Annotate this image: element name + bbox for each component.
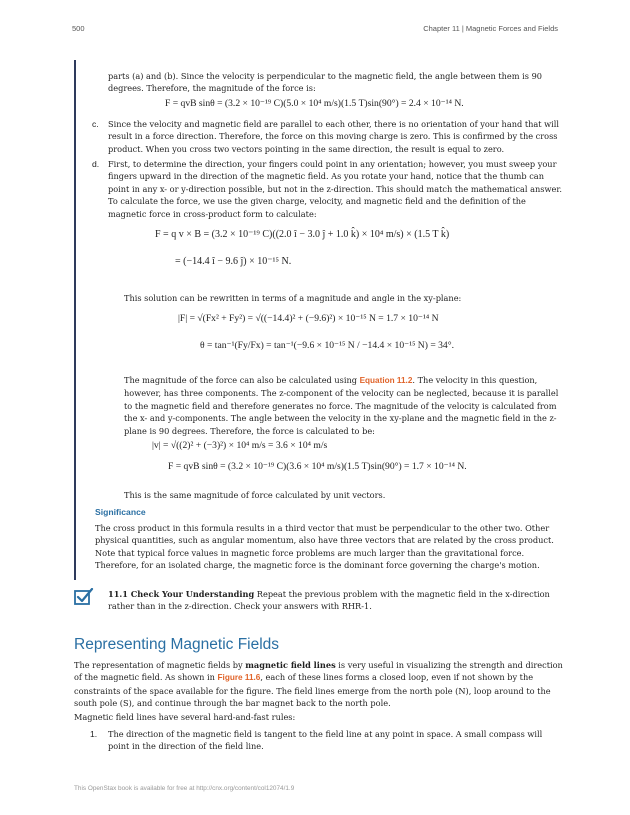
- list-item-marker: 1.: [90, 729, 98, 739]
- part-c: [92, 118, 563, 155]
- check-understanding-label: 11.1 Check Your Understanding: [108, 589, 255, 599]
- p1-text-b: is very useful in visualizing the strength and direction of the magnetic field. As shown in: [74, 660, 563, 683]
- section-title: Representing Magnetic Fields: [74, 636, 280, 653]
- part-d: [92, 158, 563, 220]
- part-c-text: Since the velocity and magnetic field are parallel to each other, there is no orientation of your hand that will result in a force direction. Therefore, the force on this moving charge is zero. This is confirmed by the cross product. When you cross two vectors pointing in the same direction, the result is equal to zero.: [108, 119, 560, 154]
- part-d-marker: d.: [92, 159, 100, 169]
- page-header: [72, 24, 558, 38]
- section-paragraph-2: Magnetic field lines have several hard-and-fast rules:: [74, 712, 296, 722]
- rewrite-text: This solution can be rewritten in terms of a magnitude and angle in the xy-plane:: [124, 293, 462, 303]
- equation-11-2-link[interactable]: Equation 11.2: [359, 376, 413, 385]
- page-footer: This OpenStax book is available for free at http://cnx.org/content/col12074/1.9: [74, 785, 295, 792]
- example-sidebar-rule: [74, 60, 76, 580]
- equation-force-b: F = qvB sinθ = (3.2 × 10⁻¹⁹ C)(5.0 × 10⁴ m/s)(1.5 T)sin(90°) = 2.4 × 10⁻¹⁴ N.: [165, 98, 464, 109]
- section-paragraph-1: [74, 659, 563, 710]
- check-understanding-text: Repeat the previous problem with the magnetic field in the x-direction rather than in the z-direction. Check your answers with RHR-1.: [108, 589, 550, 612]
- chapter-title: Chapter 11 | Magnetic Forces and Fields: [423, 24, 558, 33]
- significance-heading: Significance: [95, 507, 146, 517]
- list-item-text: The direction of the magnetic field is tangent to the field line at any point in space. A small compass will point in the direction of the field line.: [108, 729, 543, 752]
- check-understanding-icon: [74, 588, 94, 606]
- closing-text: This is the same magnitude of force calculated by unit vectors.: [124, 490, 386, 500]
- magnitude-paragraph: [124, 374, 563, 437]
- magnitude-text-1: The magnitude of the force can also be calculated using: [124, 375, 360, 385]
- equation-magnitude: |F| = √(Fx² + Fy²) = √((−14.4)² + (−9.6)²) × 10⁻¹⁵ N = 1.7 × 10⁻¹⁴ N: [178, 313, 439, 324]
- p1-text-c: , each of these lines forms a closed loop, even if not shown by the constraints of the space available for the figure. The field lines emerge from the north pole (N), loop around to the south pole (S), and continue through the bar magnet back to the north pole.: [74, 672, 551, 709]
- figure-11-6-link[interactable]: Figure 11.6: [217, 673, 261, 683]
- part-b-continuation: parts (a) and (b). Since the velocity is perpendicular to the magnetic field, the angle between them is 90 degrees. Therefore, the magnitude of the force is:: [108, 71, 542, 94]
- magnitude-text-2: . The velocity in this question, however, has three components. The z-component of the velocity can be neglected, because it is parallel to the magnetic field and therefore generates no force. The magnitude of the velocity is calculated from the x- and y-components. The angle between the velocity in the xy-plane and the magnetic field in the z-plane is 90 degrees. Therefore, the force is calculated to be:: [124, 375, 559, 436]
- equation-angle: θ = tan⁻¹(Fy/Fx) = tan⁻¹(−9.6 × 10⁻¹⁵ N / −14.4 × 10⁻¹⁵ N) = 34°.: [200, 340, 454, 351]
- equation-velocity-magnitude: |v| = √((2)² + (−3)²) × 10⁴ m/s = 3.6 × 10⁴ m/s: [152, 440, 328, 451]
- equation-cross-product-line1: F = q v × B = (3.2 × 10⁻¹⁹ C)((2.0 î − 3.0 ĵ + 1.0 k̂) × 10⁴ m/s) × (1.5 T k̂): [155, 229, 450, 240]
- check-understanding: [108, 588, 563, 613]
- p1-text-a: The representation of magnetic fields by: [74, 660, 246, 670]
- part-d-text: First, to determine the direction, your fingers could point in any orientation; however, you must sweep your fingers upward in the direction of the magnetic field. As you rotate your hand, notice that the thumb can point in any x- or y-direction possible, but not in the z-direction. This should match the mathematical answer. To calculate the force, we use the given charge, velocity, and magnetic field and the definition of the magnetic force in cross-product form to calculate:: [108, 159, 562, 219]
- equation-cross-product-line2: = (−14.4 î − 9.6 ĵ) × 10⁻¹⁵ N.: [175, 256, 292, 267]
- page-number: 500: [72, 24, 85, 33]
- equation-force-final: F = qvB sinθ = (3.2 × 10⁻¹⁹ C)(3.6 × 10⁴ m/s)(1.5 T)sin(90°) = 1.7 × 10⁻¹⁴ N.: [168, 461, 467, 472]
- list-item: [90, 728, 563, 753]
- significance-text: The cross product in this formula results in a third vector that must be perpendicular to the other two. Other physical quantities, such as angular momentum, also have three vectors that are related by the cross product. Note that typical force values in magnetic force problems are much larger than the gravitational force. Therefore, for an isolated charge, the magnetic force is the dominant force governing the charge's motion.: [95, 523, 554, 571]
- part-c-marker: c.: [92, 119, 99, 129]
- magnetic-field-lines-term: magnetic field lines: [245, 660, 336, 670]
